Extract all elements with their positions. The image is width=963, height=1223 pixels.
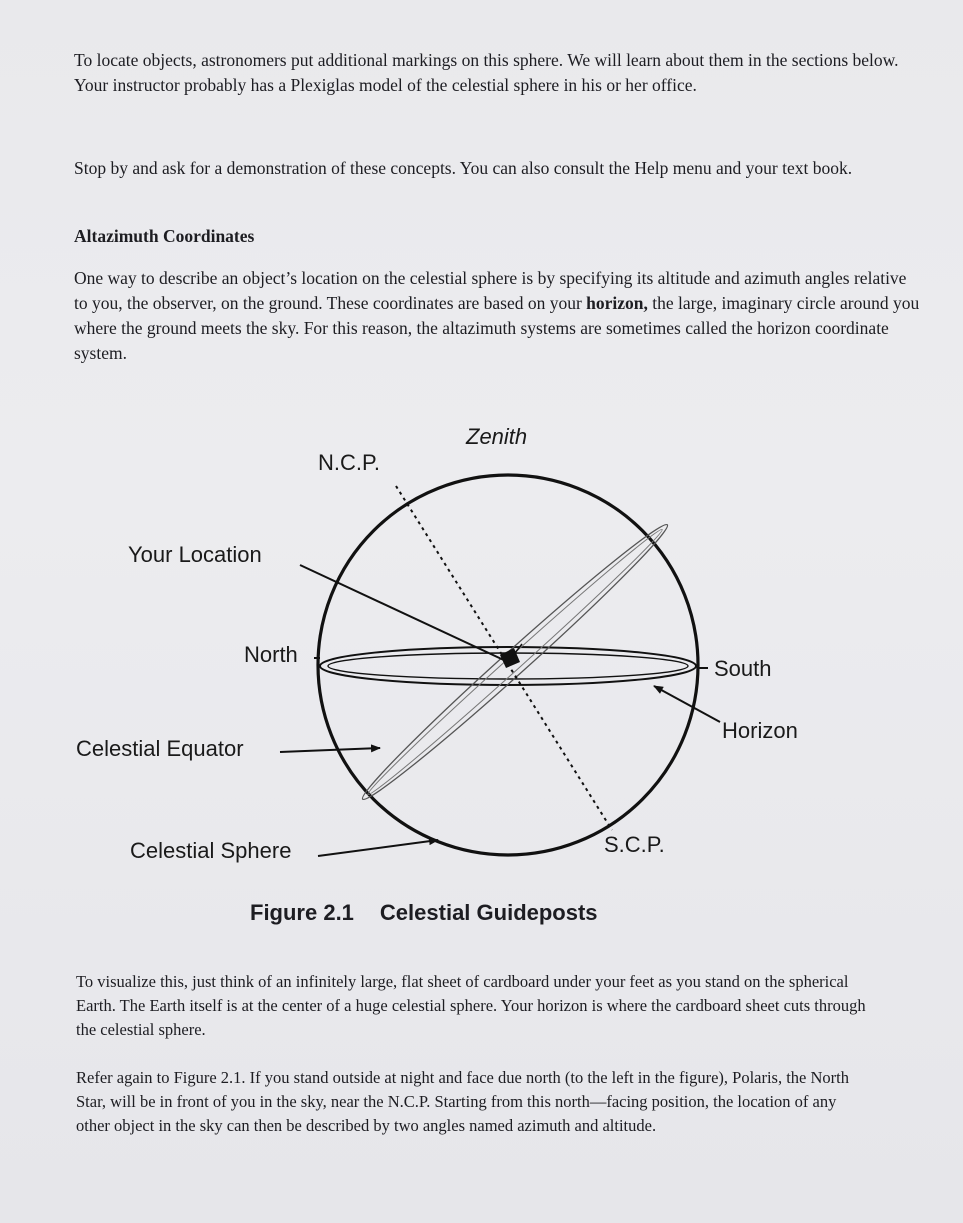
label-south: South	[714, 656, 772, 681]
section-heading: Altazimuth Coordinates	[74, 226, 255, 246]
celestial-sphere-diagram	[0, 400, 963, 960]
section-paragraph	[74, 266, 924, 366]
figure-caption	[250, 900, 598, 926]
label-zenith: Zenith	[466, 424, 528, 449]
intro-paragraph-1: To locate objects, astronomers put additional markings on this sphere. We will learn about them in the sections below. Your instructor probably has a Plexiglas model of the celestial sphere in his or her office.	[74, 50, 899, 95]
label-ncp: N.C.P.	[318, 450, 380, 475]
horizon-leader	[654, 686, 720, 722]
celestial-sphere-leader	[318, 840, 438, 856]
closing-paragraph-2: Refer again to Figure 2.1. If you stand outside at night and face due north (to the left in the figure), Polaris, the North Star, will be in front of you in the sky, near the N.C.P. Starting from this north—facing position, the location of any other object in the sky can then be described by two angles named azimuth and altitude.	[76, 1068, 850, 1135]
section-paragraph-part-1: One way to describe an object’s location on the celestial sphere is by specifying its altitude and azimuth angles relative to you, the observer, on the ground. These coordinates are based on your	[74, 268, 907, 313]
celestial-equator-leader	[280, 748, 380, 752]
celestial-sphere-figure	[0, 400, 963, 960]
label-scp: S.C.P.	[604, 832, 665, 857]
figure-caption-title: Celestial Guideposts	[379, 900, 598, 925]
label-celestial-sphere: Celestial Sphere	[130, 838, 292, 863]
closing-paragraph-1: To visualize this, just think of an infinitely large, flat sheet of cardboard under your feet as you stand on the spherical Earth. The Earth itself is at the center of a huge celestial sphere. Your horizon is where the cardboard sheet cuts through the celestial sphere.	[76, 972, 866, 1039]
section-paragraph-part-2: the large, imaginary circle around you where the ground meets the sky. For this reason, the altazimuth systems are sometimes called the horizon coordinate system.	[74, 293, 920, 363]
your-location-leader	[300, 565, 508, 662]
label-your-location: Your Location	[128, 542, 262, 567]
label-horizon: Horizon	[722, 718, 798, 743]
intro-paragraph-2: Stop by and ask for a demonstration of these concepts. You can also consult the Help menu and your text book.	[74, 158, 853, 178]
section-paragraph-bold-term: horizon,	[586, 293, 648, 313]
figure-caption-number: Figure 2.1	[250, 900, 354, 925]
label-celestial-equator: Celestial Equator	[76, 736, 244, 761]
label-north: North	[244, 642, 298, 667]
